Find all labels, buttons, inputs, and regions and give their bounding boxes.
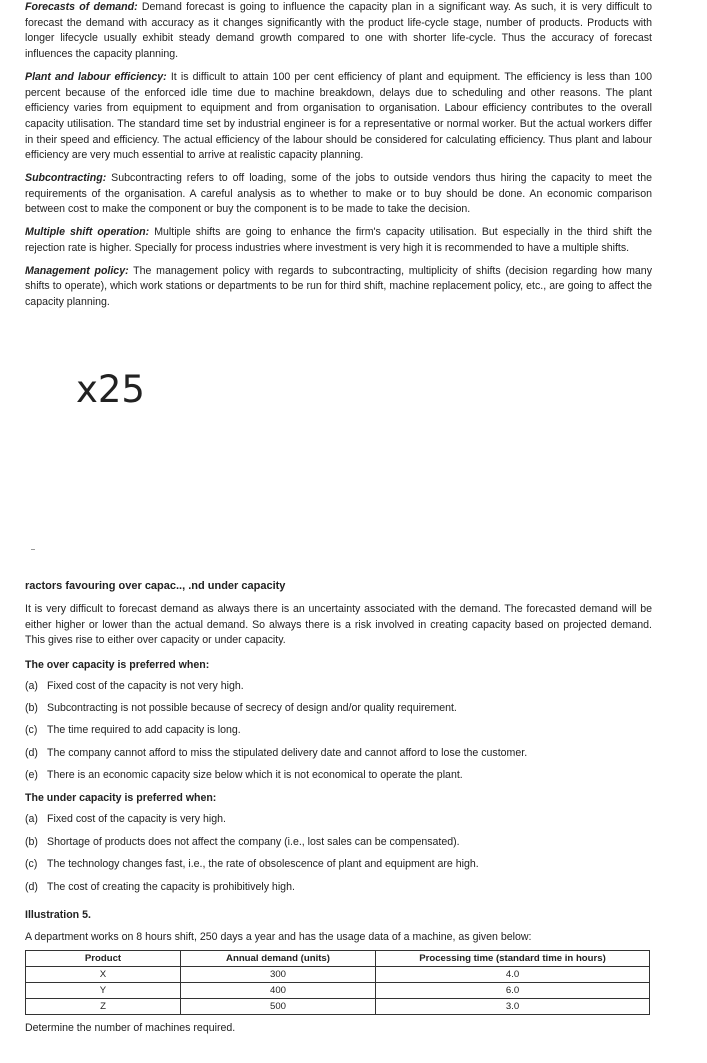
item-label: (d) (25, 746, 38, 759)
column-header: Annual demand (units) (181, 951, 376, 967)
list-item (25, 812, 652, 834)
usage-data-table (25, 950, 650, 1015)
item-label: (a) (25, 813, 38, 826)
table-header-row (26, 951, 650, 967)
paragraph-body: It is difficult to attain 100 per cent efficiency of plant and equipment. The efficiency is less than 100 percent because of the enforced idle time due to machine breakdown, delays due to scheduling and other reasons. The plant efficiency varies from equipment to equipment and from organisation to organisation. Labour efficiency contributes to the overall capacity utilisation. The standard time set by industrial engineer is for a representative or normal worker. But the actual workers differ in their speed and efficiency. The actual efficiency of the labour should be considered for calculating efficiency. Thus plant and labour efficiency are very much essential to arrive at realistic capacity planning. (25, 70, 652, 162)
item-text: Fixed cost of the capacity is not very high. (47, 679, 244, 692)
list-item (25, 835, 652, 857)
question-text: Determine the number of machines required. (25, 1022, 236, 1035)
paragraph (25, 264, 652, 311)
paragraph-heading: Subcontracting: (25, 172, 107, 185)
item-text: Shortage of products does not affect the company (i.e., lost sales can be compensated). (47, 835, 460, 848)
paragraph (25, 171, 652, 218)
paragraph-heading: Multiple shift operation: (25, 226, 150, 239)
table-cell: 4.0 (376, 967, 650, 983)
item-label: (e) (25, 769, 38, 782)
capacity-factors-text (25, 0, 652, 318)
table-row (26, 967, 650, 983)
item-label: (a) (25, 679, 38, 692)
list-item (25, 723, 652, 745)
list-item (25, 857, 652, 879)
divider (31, 549, 35, 550)
table-cell: 6.0 (376, 983, 650, 999)
paragraph-body: Demand forecast is going to influence the capacity plan in a significant way. As such, it is very difficult to forecast the demand with accuracy as it changes significantly with the product life-cycle stage, number of products. Products with longer lifecycle usually exhibit steady demand growth compared to one with shorter life-cycle. Thus the accuracy of forecast influences the capacity planning. (25, 1, 652, 61)
item-text: The technology changes fast, i.e., the rate of obsolescence of plant and equipment are high. (47, 858, 479, 871)
paragraph-heading: Forecasts of demand: (25, 1, 138, 13)
table-cell: Y (26, 983, 181, 999)
list-item (25, 701, 652, 723)
illustration-text: A department works on 8 hours shift, 250 days a year and has the usage data of a machine, as given below: (25, 931, 532, 944)
list-item (25, 768, 652, 790)
column-header: Processing time (standard time in hours) (376, 951, 650, 967)
over-capacity-heading: The over capacity is preferred when: (25, 658, 210, 671)
list-item (25, 679, 652, 701)
under-capacity-heading: The under capacity is preferred when: (25, 792, 217, 805)
paragraph-body: The management policy with regards to subcontracting, multiplicity of shifts (decision regarding how many shifts to operate), which work stations or departments to be run for third shift, machine replacement policy, etc., are going to affect the capacity planning. (25, 264, 652, 308)
item-text: The cost of creating the capacity is prohibitively high. (47, 880, 295, 893)
paragraph (25, 0, 652, 63)
item-label: (c) (25, 724, 38, 737)
overlay-label: x25 (76, 368, 145, 411)
column-header: Product (26, 951, 181, 967)
item-text: The time required to add capacity is long. (47, 724, 241, 737)
capacity-preference-section (25, 580, 652, 1034)
list-item (25, 880, 652, 902)
table-cell: Z (26, 999, 181, 1015)
item-label: (b) (25, 835, 38, 848)
list-item (25, 746, 652, 768)
item-text: Subcontracting is not possible because of secrecy of design and/or quality requirement. (47, 701, 457, 714)
item-label: (c) (25, 858, 38, 871)
table-cell: 300 (181, 967, 376, 983)
table-cell: 400 (181, 983, 376, 999)
paragraph-heading: Plant and labour efficiency: (25, 70, 167, 83)
table-row (26, 983, 650, 999)
table-row (26, 999, 650, 1015)
item-label: (b) (25, 701, 38, 714)
item-text: There is an economic capacity size below which it is not economical to operate the plant. (47, 769, 463, 782)
paragraph (25, 225, 652, 256)
table-cell: 3.0 (376, 999, 650, 1015)
paragraph-body: Subcontracting refers to off loading, some of the jobs to outside vendors thus hiring the capacity to meet the requirements of the organisation. A careful analysis as to whether to make or to buy should be done. An economic comparison between cost to make the component or buy the component is to be made to take the decision. (25, 172, 652, 216)
item-text: Fixed cost of the capacity is very high. (47, 813, 226, 826)
paragraph (25, 70, 652, 164)
table-cell: X (26, 967, 181, 983)
item-text: The company cannot afford to miss the stipulated delivery date and cannot afford to lose the customer. (47, 746, 528, 759)
illustration-title: Illustration 5. (25, 909, 91, 922)
table-cell: 500 (181, 999, 376, 1015)
section-title: ractors favouring over capac.., .nd under capacity (25, 580, 286, 592)
section-intro: It is very difficult to forecast demand as always there is an uncertainty associated with the demand. The forecasted demand will be either higher or lower than the actual demand. So always there is a risk involved in creating capacity based on projected demand. This gives rise to either over capacity or under capacity. (25, 603, 652, 646)
item-label: (d) (25, 880, 38, 893)
paragraph-heading: Management policy: (25, 264, 129, 277)
paragraph-body: Multiple shifts are going to enhance the firm's capacity utilisation. But especially in the third shift the rejection rate is higher. Specially for process industries where investment is very high it is recommended to have a multiple shifts. (25, 226, 652, 254)
